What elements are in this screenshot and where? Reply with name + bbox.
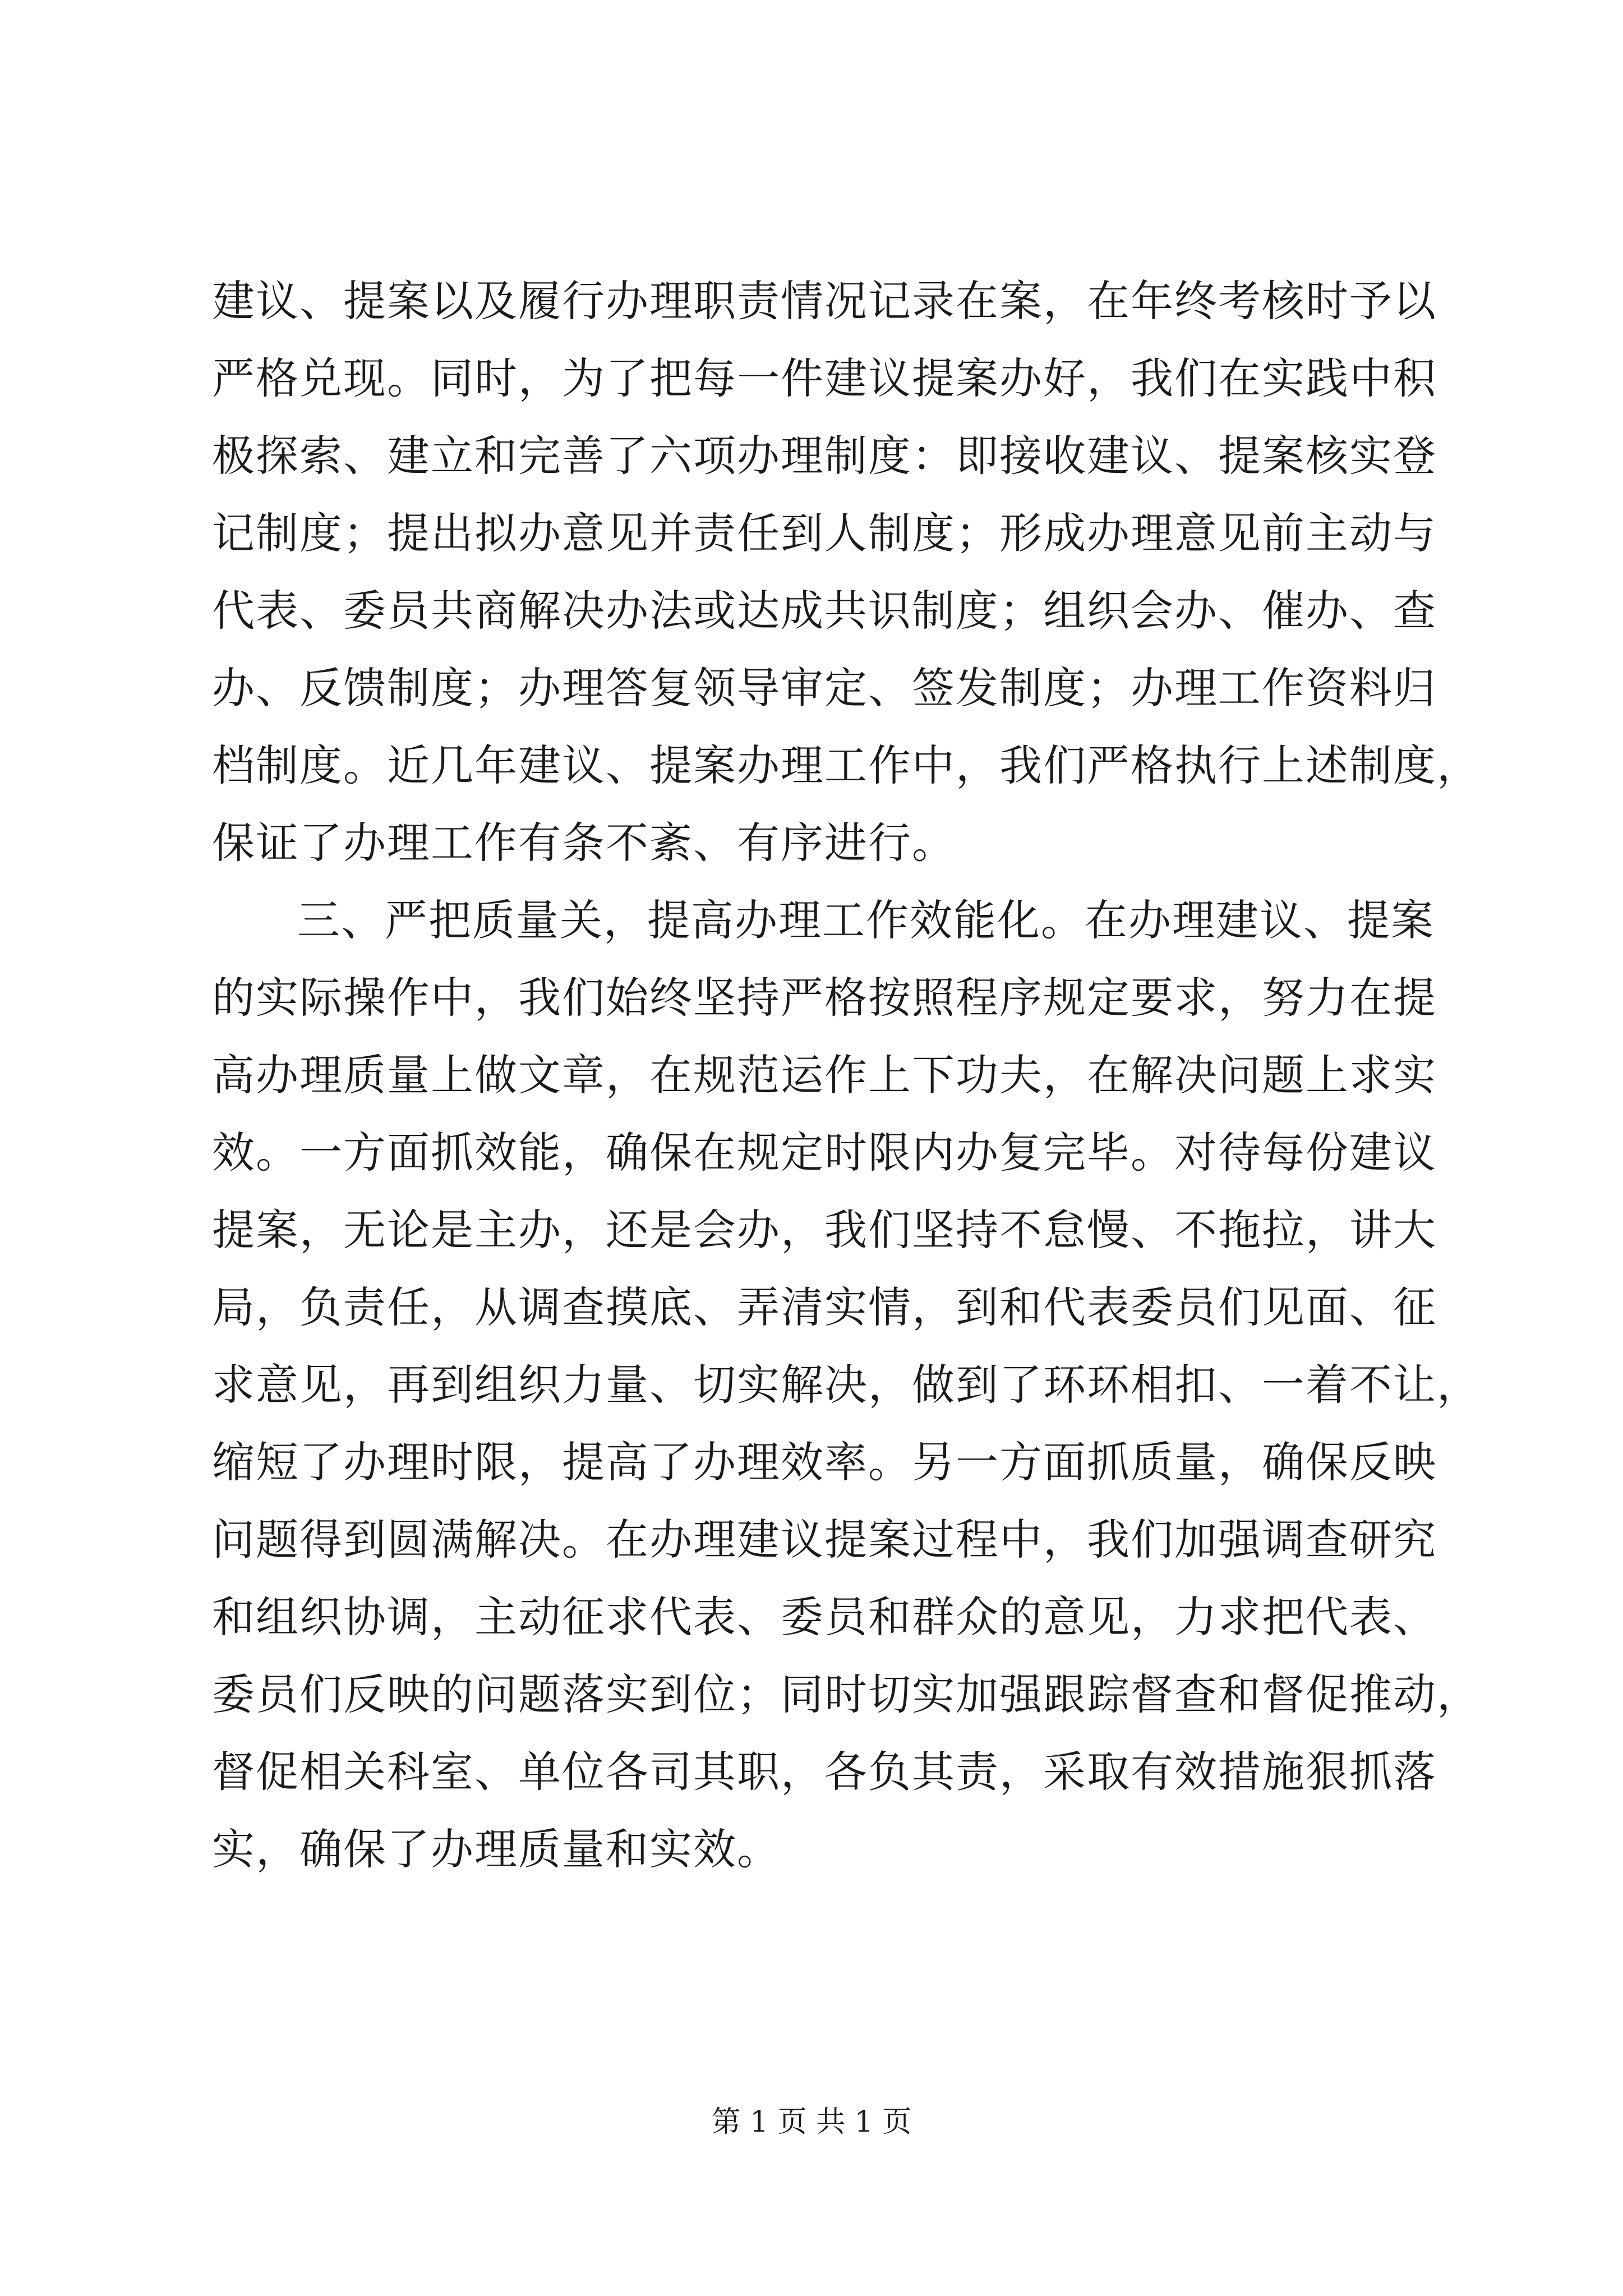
paragraph	[212, 882, 1481, 1888]
text-line: 极探索、建立和完善了六项办理制度：即接收建议、提案核实登	[212, 431, 1437, 481]
page-footer	[0, 2102, 1623, 2142]
text-line: 建议、提案以及履行办理职责情况记录在案，在年终考核时予以	[212, 276, 1437, 326]
text-line: 档制度。近几年建议、提案办理工作中，我们严格执行上述制度，	[212, 740, 1481, 790]
text-line: 求意见，再到组织力量、切实解决，做到了环环相扣、一着不让，	[212, 1360, 1481, 1410]
text-line: 提案，无论是主办，还是会办，我们坚持不怠慢、不拖拉，讲大	[212, 1205, 1437, 1255]
text-line: 效。一方面抓效能，确保在规定时限内办复完毕。对待每份建议	[212, 1128, 1437, 1177]
text-line: 记制度；提出拟办意见并责任到人制度；形成办理意见前主动与	[212, 508, 1437, 558]
text-line: 委员们反映的问题落实到位；同时切实加强跟踪督查和督促推动，	[212, 1669, 1481, 1719]
text-line: 督促相关科室、单位各司其职，各负其责，采取有效措施狠抓落	[212, 1747, 1437, 1797]
text-line: 问题得到圆满解决。在办理建议提案过程中，我们加强调查研究	[212, 1515, 1437, 1565]
paragraph	[212, 263, 1481, 882]
text-line: 高办理质量上做文章，在规范运作上下功夫，在解决问题上求实	[212, 1050, 1437, 1100]
page-number-label: 第 1 页 共 1 页	[711, 2105, 912, 2139]
text-line: 办、反馈制度；办理答复领导审定、签发制度；办理工作资料归	[212, 663, 1437, 713]
text-line: 保证了办理工作有条不紊、有序进行。	[212, 818, 956, 868]
text-line: 和组织协调，主动征求代表、委员和群众的意见，力求把代表、	[212, 1592, 1437, 1642]
text-line: 代表、委员共商解决办法或达成共识制度；组织会办、催办、查	[212, 586, 1437, 636]
text-line: 三、严把质量关，提高办理工作效能化。在办理建议、提案	[297, 895, 1435, 945]
document-body	[212, 263, 1481, 1888]
text-line: 局，负责任，从调查摸底、弄清实情，到和代表委员们见面、征	[212, 1282, 1437, 1332]
text-line: 的实际操作中，我们始终坚持严格按照程序规定要求，努力在提	[212, 973, 1437, 1023]
text-line: 实，确保了办理质量和实效。	[212, 1824, 781, 1874]
text-line: 缩短了办理时限，提高了办理效率。另一方面抓质量，确保反映	[212, 1437, 1437, 1487]
text-line: 严格兑现。同时，为了把每一件建议提案办好，我们在实践中积	[212, 353, 1437, 403]
